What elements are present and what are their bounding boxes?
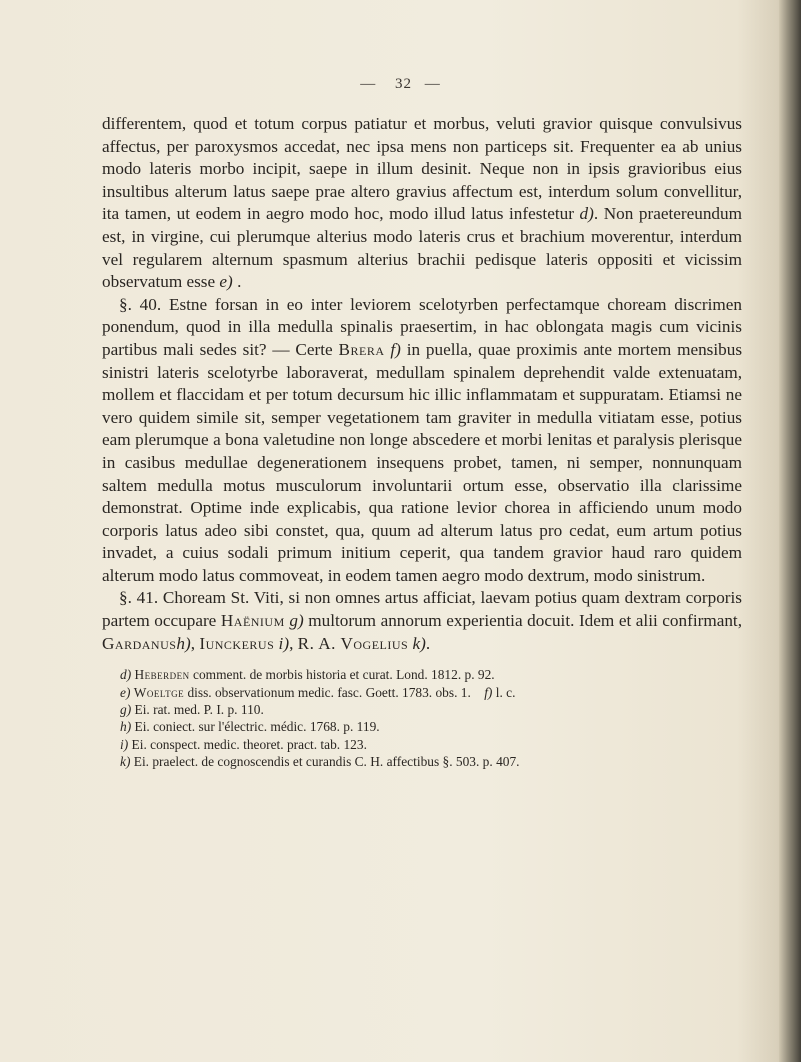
footnote-k: k) Ei. praelect. de cognoscendis et curandis C. H. affectibus §. 503. p. 407. [120,754,520,770]
running-header [0,76,801,93]
footnote-f-mark: f) [484,684,493,700]
footnote-ref-f: f) [390,339,401,359]
paragraph-1: differentem, quod et totum corpus patiatur et morbus, veluti gravior quisque convulsivus affectus, per paroxysmos accedat, nec ipsa mens non particeps sit. Frequenter ea ab unius modo lateris morbo incipit, saepe in illum desinit. Neque non in ipsis gravioribus eius insultibus alterum latus saepe prae altero gravius affectum est, interdum solum convellitur, ita tamen, ut eodem in aegro modo hoc, modo illud latus infestetur d). Non praetereundum est, in virgine, cui plerumque alterius modo lateris crus et brachium moverentur, interdum vel regularem alternum spasmum alterius brachii pedisque lateris oppositi et vicissim observatum esse e) . [102,114,742,292]
body-text [102,113,742,771]
footnote-i: i) Ei. conspect. medic. theoret. pract. tab. 123. [120,736,367,752]
footnote-ref-h: h) [176,633,191,653]
footnote-h: h) Ei. coniect. sur l'électric. médic. 1768. p. 119. [120,719,380,735]
footnote-ref-e: e) [219,272,233,292]
footnote-ref-k: k) [412,633,426,653]
footnote-d: d) Heberden comment. de morbis historia et curat. Lond. 1812. p. 92. [120,667,495,683]
header-dash-right: — [424,76,441,92]
footnote-g: g) Ei. rat. med. P. I. p. 110. [120,702,264,718]
footnote-f-text: l. c. [495,684,516,700]
header-dash-left: — [360,76,377,92]
footnote-ref-d: d) [579,204,594,224]
author-iunckerus: Iunckerus [199,633,275,653]
author-haenius: Haënium [220,611,285,631]
author-brera: Brera [338,339,385,359]
author-gardanus: Gardanus [102,633,177,653]
author-vogelius: R. A. Vogelius [297,633,409,653]
page-number: 32 [395,76,412,92]
footnotes [102,666,742,770]
footnote-e: e) Woeltge diss. observationum medic. fasc. Goett. 1783. obs. 1. f) l. c. [120,684,516,700]
page-binding-edge [779,0,801,1062]
section-41: §. 41. Choream St. Viti, si non omnes artus afficiat, laevam potius quam dextram corporis partem occupare Haënium g) multorum annorum experientia docuit. Idem et alii confirmant, Gardanush), Iunckerus i), R. A. Vogelius k). [102,588,742,653]
section-40: §. 40. Estne forsan in eo inter leviorem scelotyrben perfectamque choream discrimen ponendum, quod in illa medulla spinalis praesertim, in hac oblongata magis cum vicinis partibus mali sedes sit? — Certe Brera f) in puella, quae proximis ante mortem mensibus sinistri lateris scelotyrbe laboraverat, medullam spinalem deprehendit valde extenuatam, mollem et flaccidam et per totum decursum hic illic inflammatam et suppuratam. Etiamsi ne vero quidem simile sit, semper vegetationem tam graviter in medulla vitiatam esse, potius eam plerumque a bona valetudine non longe abscedere et morbi lenitas et paralysis plerisque in casibus medullae degenerationem insequens probet, tamen, ni semper, nonnunquam saltem medulla motus musculorum involuntarii ortum esse, observatio illa clarissime demonstrat. Optime inde explicabis, qua ratione levior chorea in afficiendo unum modo corporis latus adeo sibi constet, qua, quum ad alterum latus pro cedat, eum artum potius invadet, a cuius sodali primum initium ceperit, qua tandem gravior haud raro quidem alterum modo latus commoveat, in eodem tamen aegro modo dextrum, modo sinistrum. [102,294,743,585]
footnote-ref-g: g) [289,611,304,631]
footnote-ref-i: i) [278,633,290,653]
